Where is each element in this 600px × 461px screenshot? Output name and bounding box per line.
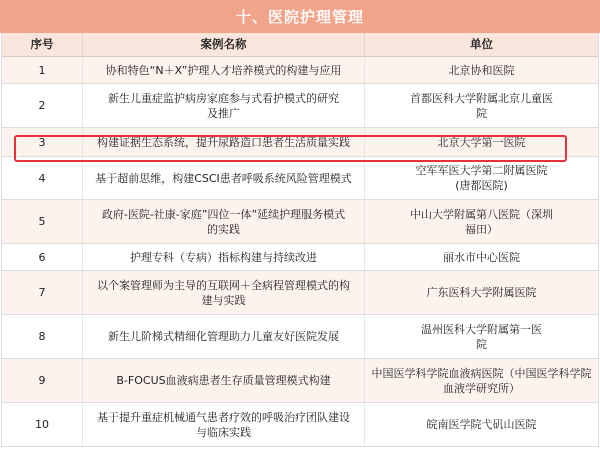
row-no: 1: [38, 63, 46, 77]
row-case-name: 政府-医院-社康-家庭”四位一体”延续护理服务模式的实践: [82, 200, 364, 243]
table-row-highlighted: [2, 128, 598, 157]
row-case-name: 护理专科（专病）指标构建与持续改进: [82, 244, 364, 270]
table-row: [2, 57, 598, 84]
row-unit: 温州医科大学附属第一医院: [364, 315, 598, 358]
row-no: 5: [38, 215, 46, 228]
row-no: 4: [38, 171, 46, 185]
row-case-name: B-FOCUS血液病患者生存质量管理模式构建: [82, 359, 364, 402]
row-unit: 皖南医学院弋矶山医院: [364, 403, 598, 446]
row-no: 8: [38, 330, 46, 343]
row-unit: 空军军医大学第二附属医院(唐都医院): [364, 157, 598, 199]
header-case-name: 案例名称: [82, 33, 364, 56]
table-row: [2, 271, 598, 315]
row-unit: 首都医科大学附属北京儿童医院: [364, 84, 598, 127]
table-header-row: [2, 33, 598, 57]
row-no: 7: [38, 286, 46, 299]
table-row: [2, 200, 598, 244]
table-row: [2, 157, 598, 200]
row-case-name: 新生儿重症监护病房家庭参与式看护模式的研究及推广: [82, 84, 364, 127]
row-unit: 中山大学附属第八医院（深圳福田）: [364, 200, 598, 243]
row-case-name: 以个案管理师为主导的互联网＋全病程管理模式的构建与实践: [82, 271, 364, 314]
row-unit: 北京协和医院: [364, 57, 598, 83]
table-row: [2, 244, 598, 271]
table-row: [2, 359, 598, 403]
row-case-name: 基于超前思维，构建CSCI患者呼吸系统风险管理模式: [82, 157, 364, 199]
header-no: 序号: [30, 37, 54, 51]
table-row: [2, 315, 598, 359]
row-case-name: 构建证据生态系统，提升尿路造口患者生活质量实践: [82, 128, 364, 156]
row-unit: 丽水市中心医院: [364, 244, 598, 270]
row-unit: 广东医科大学附属医院: [364, 271, 598, 314]
row-unit: 中国医学科学院血液病医院（中国医学科学院血液学研究所）: [364, 359, 598, 402]
header-unit: 单位: [364, 33, 598, 56]
case-table: [1, 33, 599, 447]
row-no: 3: [38, 135, 46, 149]
row-case-name: 基于提升重症机械通气患者疗效的呼吸治疗团队建设与临床实践: [82, 403, 364, 446]
row-unit: 北京大学第一医院: [364, 128, 598, 156]
row-no: 2: [38, 99, 46, 112]
table-row: [2, 84, 598, 128]
row-case-name: 新生儿阶梯式精细化管理助力儿童友好医院发展: [82, 315, 364, 358]
row-no: 9: [38, 374, 46, 387]
row-no: 10: [35, 418, 49, 431]
row-no: 6: [38, 250, 46, 264]
section-title: 十、医院护理管理: [0, 0, 600, 33]
table-row: [2, 403, 598, 447]
row-case-name: 协和特色“N＋X”护理人才培养模式的构建与应用: [82, 57, 364, 83]
